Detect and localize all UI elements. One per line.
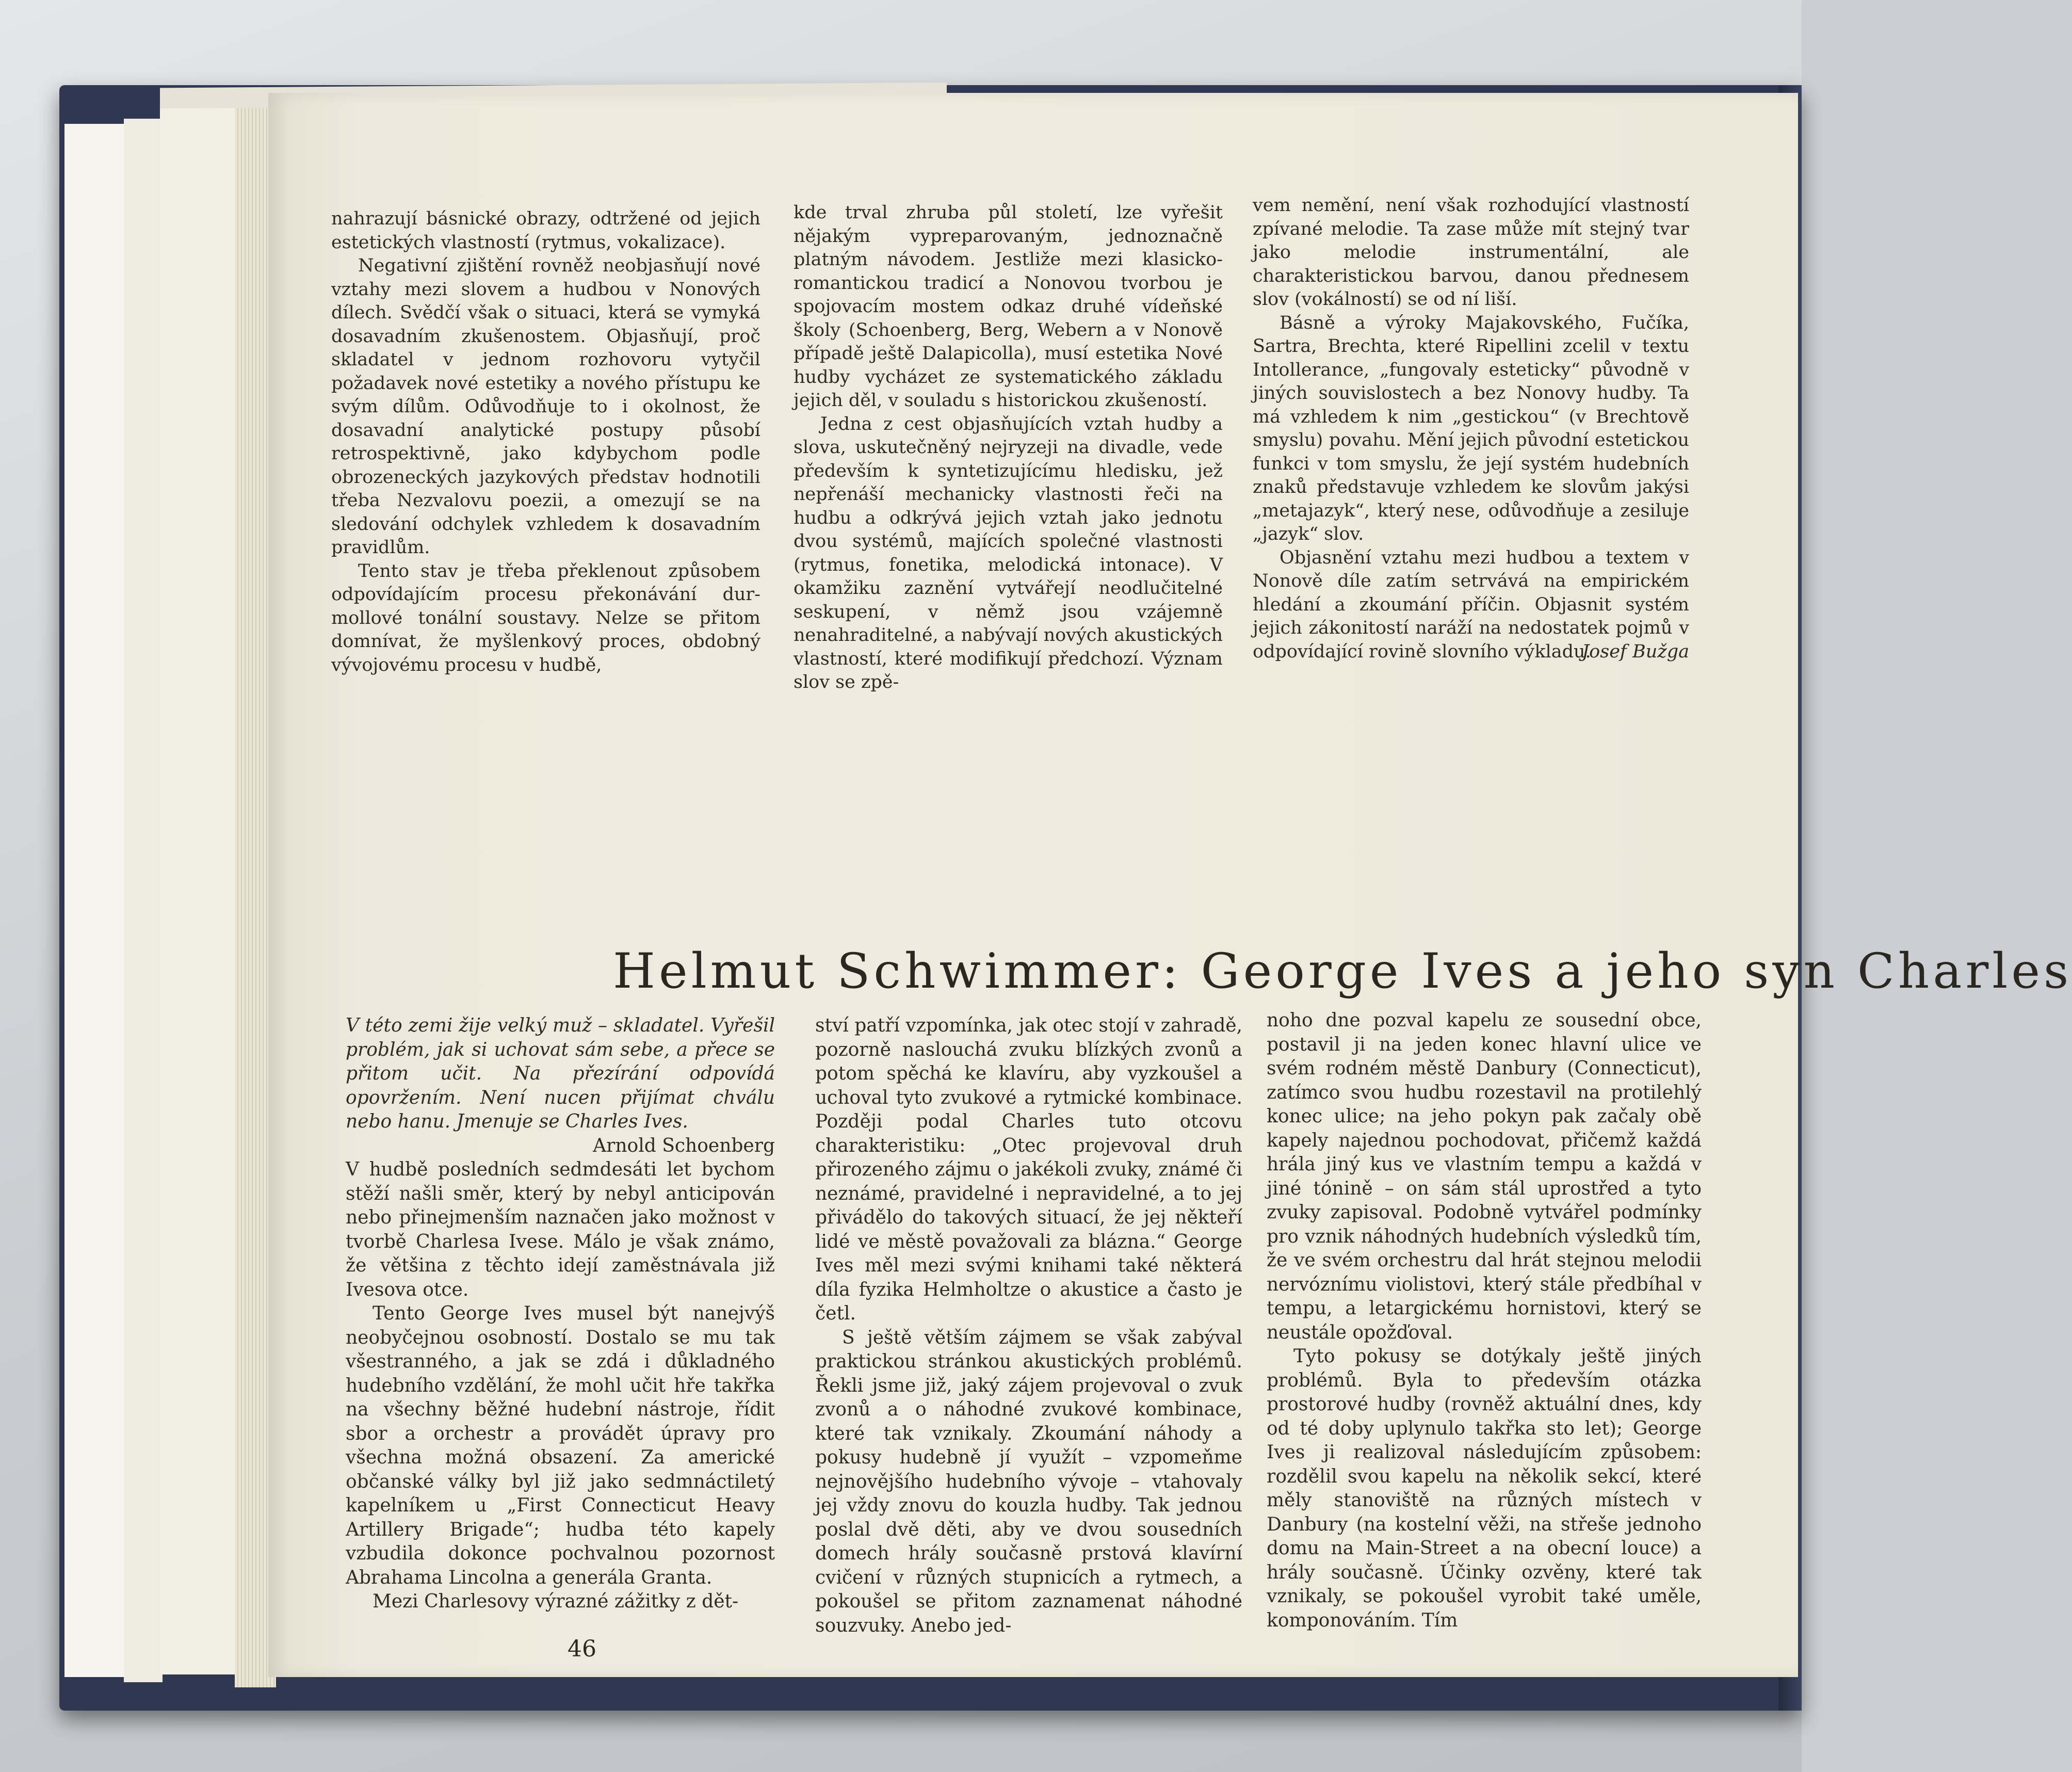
bottom-column-1 xyxy=(346,919,775,1614)
paragraph: Mezi Charlesovy výrazné zážitky z dět- xyxy=(373,1591,739,1612)
left-page-leaf xyxy=(64,124,126,1677)
book-page xyxy=(268,93,2072,1677)
page-number: 46 xyxy=(568,1636,596,1662)
paragraph: V hudbě posledních sedmdesáti let bychom stěží našli směr, který by nebyl anticipován nebo přinejmenším naznačen jako možnost v tvorbě Charlesa Ivese. Málo je však známo, že většina z těchto idejí zaměstnávala již Ivesova otce. xyxy=(346,1159,775,1300)
paragraph: noho dne pozval kapelu ze sousední obce, postavil ji na jeden konec hlavní ulice ve svém rodném městě Danbury (Connecticut), zatímco svou hudbu rozestavil na protilehlý konec ulice; na jeho pokyn pak začaly obě kapely najednou pochodovat, přičemž každá hrála jiný kus ve vlastním tempu a každá v jiné tónině – on sám stál uprostřed a tyto zvuky zapisoval. Podobně vytvářel podmínky pro vznik náhodných hudebních výsledků tím, že ve svém orchestru dal hrát stejnou melodii nervóznímu violistovi, který stále předbíhal v tempu, a letargickému hornistovi, který se neustále opožďoval. xyxy=(1267,1010,1702,1343)
paragraph: Negativní zjištění rovněž neobjasňují nové vztahy mezi slovem a hudbou v Nonových dílech. Svědčí však o situaci, která se vymyká dosavadním zkušenostem. Objasňují, proč skladatel v jednom rozhovoru vytyčil požadavek nové estetiky a nového přístupu ke svým dílům. Odůvodňuje to i okolnost, že dosavadní analytické postupy působí retrospektivně, jako kdybychom podle obrozeneckých jazykových představ hodnotili třeba Nezvalovu poezii, a omezují se na sledování odchylek vzhledem k dosavadním pravidlům. xyxy=(331,255,760,558)
paragraph: Básně a výroky Majakovského, Fučíka, Sartra, Brechta, které Ripellini zcelil v textu Intollerance, „fungovaly esteticky“ původně v jiných souvislostech a bez Nonovy hudby. Ta má vzhledem k nim „gestickou“ (v Brechtově smyslu) povahu. Mění jejich původní estetickou funkci v tom smyslu, že její systém hudebních znaků představuje vzhledem ke slovům jakýsi „metajazyk“, který nese, odůvodňuje a zesiluje „jazyk“ slov. xyxy=(1253,312,1689,544)
bottom-column-3 xyxy=(1267,1009,1702,1633)
epigraph: V této zemi žije velký muž – skladatel. Vyřešil problém, jak si uchovat sám sebe, a přece se přitom učit. Na přezírání odpovídá opovržením. Není nucen přijímat chválu nebo hanu. Jmenuje se Charles Ives. xyxy=(346,1015,775,1132)
author-signature: Josef Bužga xyxy=(1582,641,1689,662)
top-column-3 xyxy=(1253,194,1689,664)
paragraph: vem nemění, není však rozhodující vlastností zpívané melodie. Ta zase může mít stejný tvar jako melodie instrumentální, ale charakteristickou barvou, danou přednesem slov (vokálností) se od ní liší. xyxy=(1253,195,1689,310)
top-column-1 xyxy=(331,207,760,677)
paragraph: Jedna z cest objasňujících vztah hudby a slova, uskutečněný nejryzeji na divadle, vede především k syntetizujícímu hledisku, jež nepřenáší mechanicky vlastnosti řeči na hudbu a odkrývá jejich vztah jako jednotu dvou systémů, majících společné vlastnosti (rytmus, fonetika, melodická intonace). V okamžiku zaznění vytvářejí neodlučitelné seskupení, v němž jsou vzájemně nenahraditelné, a nabývají nových akustických vlastností, které modifikují předchozí. Význam slov se zpě- xyxy=(794,413,1223,692)
paragraph: nahrazují básnické obrazy, odtržené od jejich estetických vlastností (rytmus, vokalizace). xyxy=(331,208,760,253)
article-title: Helmut Schwimmer: George Ives a jeho syn Charles xyxy=(613,943,2072,1000)
paragraph: ství patří vzpomínka, jak otec stojí v zahradě, pozorně naslouchá zvuku blízkých zvonů a potom spěchá ke klavíru, aby vyzkoušel a uchoval tyto zvukové a rytmické kombinace. Později podal Charles tuto otcovu charakteristiku: „Otec projevoval druh přirozeného zájmu o jakékoli zvuky, známé či neznámé, pravidelné i nepravidelné, a to jej přivádělo do takových situací, že jej někteří lidé ve městě považovali za blázna.“ George Ives měl mezi svými knihami také některá díla fyzika Helmholtze o akustice a často je četl. xyxy=(815,1015,1242,1324)
paragraph: Tento George Ives musel být nanejvýš neobyčejnou osobností. Dostalo se mu tak všestranného, a jak se zdá i důkladného hudebního vzdělání, že mohl učit hře takřka na všechny běžné hudební nástroje, řídit sbor a orchestr a provádět úpravy pro všechna možná obsazení. Za americké občanské války byl již jako sedmnáctiletý kapelníkem u „First Connecticut Heavy Artillery Brigade“; hudba této kapely vzbudila dokonce pochvalnou pozornost Abrahama Lincolna a generála Granta. xyxy=(346,1303,775,1588)
top-column-2 xyxy=(794,201,1223,695)
paragraph: Objasnění vztahu mezi hudbou a textem v Nonově díle zatím setrvává na empirickém hledání a zkoumání příčin. Objasnit systém jejich zákonitostí naráží na nedostatek pojmů v odpovídající rovině slovního výkladu. xyxy=(1253,547,1689,662)
bottom-column-2 xyxy=(815,1014,1242,1638)
paragraph: kde trval zhruba půl století, lze vyřešit nějakým vypreparovaným, jednoznačně platným návodem. Jestliže mezi klasicko-romantickou tradicí a Nonovou tvorbou je spojovacím mostem odkaz druhé vídeňské školy (Schoenberg, Berg, Webern a v Nonově případě ještě Dalapicolla), musí estetika Nové hudby vycházet ze systematického základu jejich děl, v souladu s historickou zkušeností. xyxy=(794,202,1223,411)
paragraph: Tyto pokusy se dotýkaly ještě jiných problémů. Byla to především otázka prostorové hudby (rovněž aktuální dnes, kdy od té doby uplynulo takřka sto let); George Ives ji realizoval následujícím způsobem: rozdělil svou kapelu na několik sekcí, které měly stanoviště na různých místech v Danbury (na kostelní věži, na střeše jednoho domu na Main-Street a na obecní louce) a hrály současně. Účinky ozvěny, které tak vznikaly, se pokoušel vyrobit také uměle, komponováním. Tím xyxy=(1267,1346,1702,1631)
paragraph: S ještě větším zájmem se však zabýval praktickou stránkou akustických problémů. Řekli jsme již, jaký zájem projevoval o zvuk zvonů a o náhodné zvukové kombinace, které tak vznikaly. Zkoumání náhody a pokusy hudebně jí využít – vzpomeňme nejnovějšího hudebního vývoje – vtahovaly jej vždy znovu do kouzla hudby. Tak jednou poslal dvě děti, aby ve dvou sousedních domech hrály současně prstová klavírní cvičení v různých stupnicích a rytmech, a pokoušel se přitom zaznamenat náhodné souzvuky. Anebo jed- xyxy=(815,1327,1242,1636)
epigraph-author: Arnold Schoenberg xyxy=(593,1135,775,1156)
paragraph: Tento stav je třeba překlenout způsobem odpovídajícím procesu překonávání dur-mollové tonální soustavy. Nelze se přitom domnívat, že myšlenkový proces, obdobný vývojovému procesu v hudbě, xyxy=(331,560,760,675)
left-page-leaf xyxy=(124,119,163,1682)
